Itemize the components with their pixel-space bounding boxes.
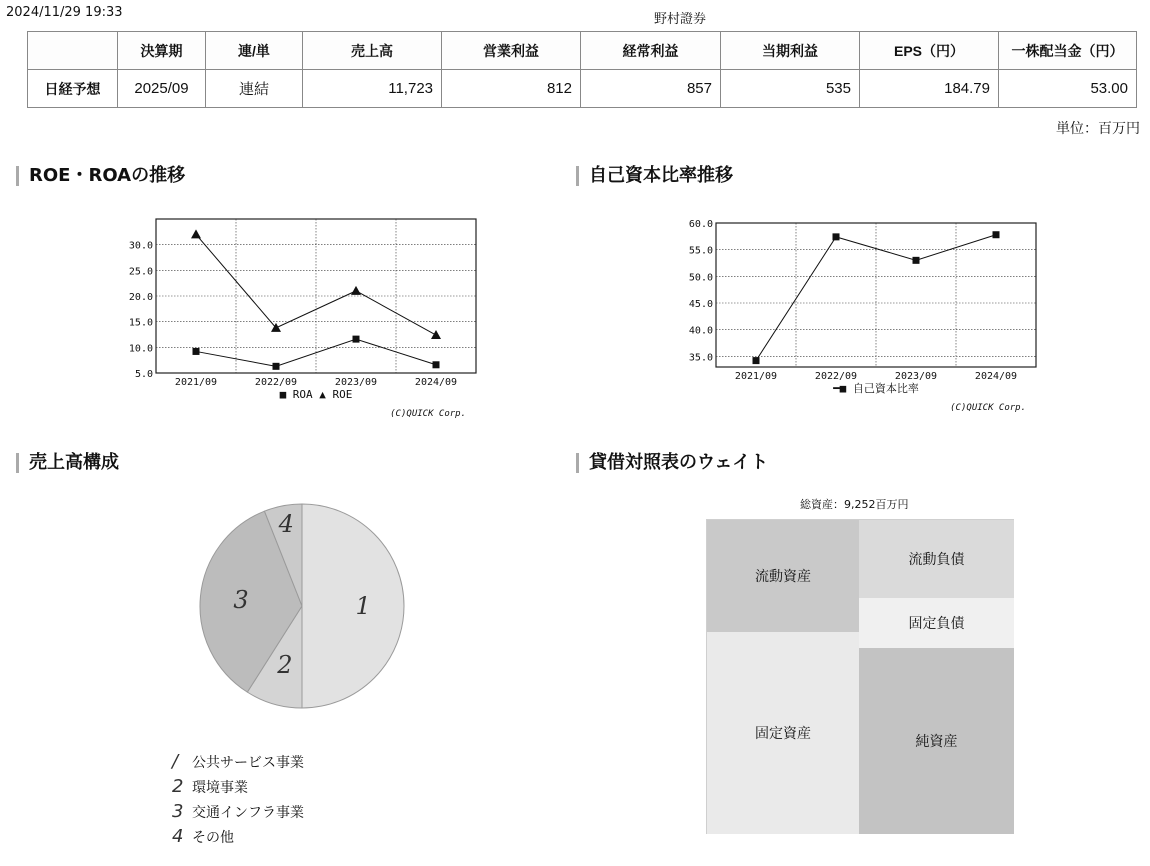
table-row bbox=[28, 70, 1137, 108]
pie-legend-item bbox=[172, 825, 304, 850]
pie-legend-label: 公共サービス事業 bbox=[192, 755, 304, 771]
roe-roa-chart bbox=[100, 205, 500, 434]
y-tick-label: 10.0 bbox=[128, 343, 153, 355]
net-assets-block bbox=[859, 648, 1014, 834]
pie-legend-item bbox=[172, 775, 304, 800]
pie-legend-item bbox=[172, 800, 304, 825]
current-assets-block bbox=[707, 520, 859, 632]
chart-credit: (C)QUICK Corp. bbox=[950, 403, 1026, 413]
y-tick-label: 45.0 bbox=[688, 299, 713, 310]
current-liabilities-block bbox=[859, 520, 1014, 598]
pie-legend-number: / bbox=[172, 751, 179, 772]
x-tick-label: 2022/09 bbox=[254, 377, 298, 388]
pie-legend-number: 2 bbox=[172, 776, 184, 797]
chart-credit: (C)QUICK Corp. bbox=[390, 409, 466, 419]
table-header: 当期利益 bbox=[721, 32, 860, 70]
table-header: 売上高 bbox=[303, 32, 442, 70]
y-tick-label: 25.0 bbox=[128, 266, 153, 278]
total-assets-label: 総資産：9,252百万円 bbox=[800, 498, 909, 511]
table-header: 一株配当金（円） bbox=[999, 32, 1137, 70]
data-point bbox=[993, 231, 1000, 238]
y-tick-label: 5.0 bbox=[134, 369, 153, 380]
x-tick-label: 2021/09 bbox=[174, 377, 218, 388]
x-tick-label: 2021/09 bbox=[734, 371, 778, 382]
x-tick-label: 2024/09 bbox=[414, 377, 458, 388]
current-liabilities-label: 流動負債 bbox=[908, 552, 965, 568]
y-tick-label: 35.0 bbox=[688, 352, 713, 364]
data-point bbox=[833, 233, 840, 240]
table-cell: 812 bbox=[442, 70, 581, 108]
pie-legend-number: 4 bbox=[172, 826, 184, 847]
print-datetime: 2024/11/29 19:33 bbox=[6, 5, 123, 20]
y-tick-label: 55.0 bbox=[688, 245, 713, 257]
equity-ratio-chart bbox=[660, 205, 1060, 434]
section-title-equity-ratio: 自己資本比率推移 bbox=[576, 166, 733, 186]
x-tick-label: 2023/09 bbox=[894, 371, 938, 382]
section-title-roe-roa: ROE・ROAの推移 bbox=[16, 166, 185, 186]
pie-legend-label: 交通インフラ事業 bbox=[192, 805, 304, 821]
table-header: EPS（円） bbox=[860, 32, 999, 70]
balance-sheet-chart bbox=[706, 519, 1014, 834]
table-cell: 日経予想 bbox=[28, 70, 118, 108]
table-header: 営業利益 bbox=[442, 32, 581, 70]
table-header: 経常利益 bbox=[581, 32, 721, 70]
table-cell: 2025/09 bbox=[118, 70, 206, 108]
pie-slice bbox=[302, 504, 404, 708]
section-title-sales-composition: 売上高構成 bbox=[16, 453, 119, 473]
data-point bbox=[433, 361, 440, 368]
roe-roa-chart-svg bbox=[100, 205, 500, 430]
fixed-liabilities-block bbox=[859, 598, 1014, 648]
table-header: 連/単 bbox=[206, 32, 303, 70]
pie-legend-item bbox=[172, 750, 304, 775]
fixed-assets-block bbox=[707, 632, 859, 834]
data-point bbox=[353, 336, 360, 343]
table-cell: 連結 bbox=[206, 70, 303, 108]
net-assets-label: 純資産 bbox=[915, 734, 958, 750]
pie-legend-number: 3 bbox=[172, 801, 184, 822]
forecast-table bbox=[27, 31, 1137, 108]
table-cell: 11,723 bbox=[303, 70, 442, 108]
table-header: 決算期 bbox=[118, 32, 206, 70]
y-tick-label: 20.0 bbox=[128, 292, 153, 303]
section-title-balance-sheet: 貸借対照表のウェイト bbox=[576, 453, 768, 473]
table-cell: 184.79 bbox=[860, 70, 999, 108]
y-tick-label: 50.0 bbox=[688, 272, 713, 284]
data-point bbox=[273, 363, 280, 370]
data-point bbox=[193, 348, 200, 355]
data-point bbox=[913, 257, 920, 264]
x-tick-label: 2022/09 bbox=[814, 371, 858, 382]
table-cell: 535 bbox=[721, 70, 860, 108]
table-header-row bbox=[28, 32, 1137, 70]
sales-pie-chart bbox=[190, 500, 420, 729]
sales-pie-chart-svg bbox=[190, 500, 420, 725]
y-tick-label: 40.0 bbox=[688, 325, 713, 337]
equity-ratio-chart-svg bbox=[660, 205, 1060, 430]
pie-legend-label: 環境事業 bbox=[192, 780, 248, 796]
y-tick-label: 60.0 bbox=[688, 219, 713, 230]
data-point bbox=[753, 357, 760, 364]
pie-slice-label: 1 bbox=[355, 592, 371, 620]
pie-legend bbox=[172, 750, 304, 850]
company-name: 野村證券 bbox=[653, 12, 706, 27]
chart-legend: ■ ROA ▲ ROE bbox=[279, 388, 353, 401]
y-tick-label: 15.0 bbox=[128, 317, 153, 329]
pie-slice-label: 4 bbox=[278, 509, 294, 538]
fixed-assets-label: 固定資産 bbox=[755, 726, 811, 742]
fixed-liabilities-label: 固定負債 bbox=[908, 616, 965, 632]
unit-label: 単位：百万円 bbox=[1056, 121, 1140, 137]
x-tick-label: 2023/09 bbox=[334, 377, 378, 388]
pie-slice-label: 2 bbox=[277, 650, 293, 679]
table-header bbox=[28, 32, 118, 70]
table-cell: 857 bbox=[581, 70, 721, 108]
pie-legend-label: その他 bbox=[192, 830, 234, 846]
x-tick-label: 2024/09 bbox=[974, 371, 1018, 382]
chart-legend: ━■ 自己資本比率 bbox=[833, 382, 919, 395]
table-cell: 53.00 bbox=[999, 70, 1137, 108]
current-assets-label: 流動資産 bbox=[755, 569, 811, 585]
pie-slice-label: 3 bbox=[233, 586, 249, 615]
y-tick-label: 30.0 bbox=[128, 240, 153, 252]
